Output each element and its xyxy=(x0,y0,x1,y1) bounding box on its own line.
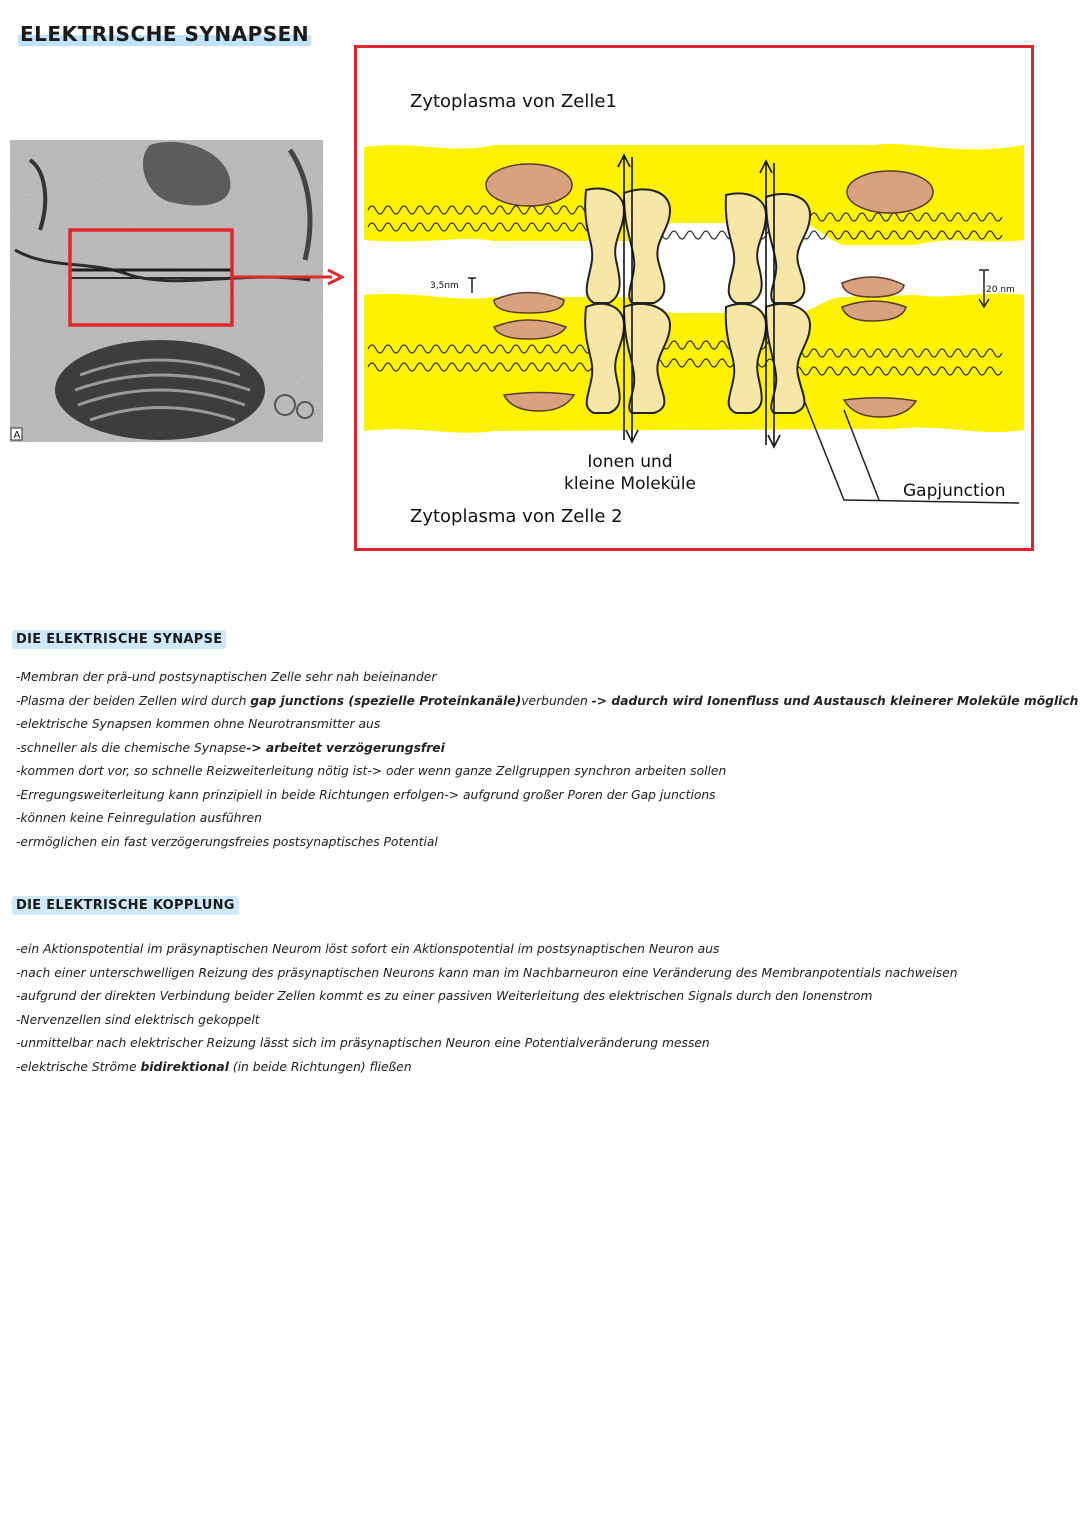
coupling-bullet-list xyxy=(16,938,958,1079)
bullet-text: -aufgrund der direkten Verbindung beider Zellen kommt es zu einer passiven Weiterleitung des elektrischen Signals durch den Ionenstrom xyxy=(16,989,873,1003)
page-title: ELEKTRISCHE SYNAPSEN xyxy=(20,22,310,46)
bullet-item xyxy=(16,985,958,1009)
bullet-item xyxy=(16,666,1078,690)
bullet-text: -Erregungsweiterleitung kann prinzipiell in beide Richtungen erfolgen-> aufgrund großer Poren der Gap junctions xyxy=(16,787,716,802)
bullet-text: -Nervenzellen sind elektrisch gekoppelt xyxy=(16,1012,260,1027)
bullet-text: -elektrische Ströme xyxy=(16,1059,141,1074)
bullet-text: -ermöglichen ein fast verzögerungsfreies postsynaptisches Potential xyxy=(16,834,438,849)
micrograph-label: A xyxy=(13,430,21,441)
bullet-item xyxy=(16,784,1078,808)
label-ions: Ionen und xyxy=(587,452,673,472)
bullet-item xyxy=(16,690,1078,714)
bullet-text: -Membran der prä-und postsynaptischen Zelle sehr nah beieinander xyxy=(16,670,437,684)
bullet-item xyxy=(16,1056,958,1080)
bullet-text: -kommen dort vor, so schnelle Reizweiterleitung nötig ist-> oder wenn ganze Zellgruppen synchron arbeiten sollen xyxy=(16,764,727,778)
gap-junction-diagram xyxy=(354,45,1034,551)
bullet-item xyxy=(16,713,1078,737)
label-membrane-width: 20 nm xyxy=(986,285,1015,295)
label-small-molecules: kleine Moleküle xyxy=(564,474,696,494)
bullet-text: -schneller als die chemische Synapse xyxy=(16,740,247,755)
label-gapjunction: Gapjunction xyxy=(903,481,1006,501)
bullet-item xyxy=(16,760,1078,784)
bullet-item xyxy=(16,831,1078,855)
pointer-arrow-icon xyxy=(232,266,344,288)
bullet-item xyxy=(16,962,958,986)
bullet-text: -unmittelbar nach elektrischer Reizung lässt sich im präsynaptischen Neuron eine Potentialveränderung messen xyxy=(16,1036,710,1050)
bullet-emphasis: -> dadurch wird Ionenfluss und Austausch kleinerer Moleküle möglich xyxy=(591,693,1079,708)
bullet-text: -elektrische Synapsen kommen ohne Neurotransmitter aus xyxy=(16,717,381,731)
synapse-bullet-list xyxy=(16,666,1078,854)
electron-micrograph xyxy=(10,140,323,442)
label-gap-width: 3,5nm xyxy=(430,281,459,291)
bullet-item xyxy=(16,1032,958,1056)
bullet-item xyxy=(16,938,958,962)
bullet-item xyxy=(16,737,1078,761)
bullet-emphasis: -> arbeitet verzögerungsfrei xyxy=(246,740,445,755)
bullet-emphasis: bidirektional xyxy=(140,1059,229,1074)
bullet-text: -nach einer unterschwelligen Reizung des präsynaptischen Neurons kann man im Nachbarneuron eine Veränderung des Membranpotentials nachweisen xyxy=(16,965,958,980)
bullet-item xyxy=(16,807,1078,831)
section-heading-coupling: DIE ELEKTRISCHE KOPPLUNG xyxy=(12,896,239,915)
label-cytoplasm-cell1: Zytoplasma von Zelle1 xyxy=(410,91,617,112)
bullet-text: verbunden xyxy=(521,693,592,708)
bullet-text: -ein Aktionspotential im präsynaptischen Neurom löst sofort ein Aktionspotential im postsynaptischen Neuron aus xyxy=(16,942,720,956)
section-heading-synapse: DIE ELEKTRISCHE SYNAPSE xyxy=(12,630,226,649)
bullet-emphasis: gap junctions (spezielle Proteinkanäle) xyxy=(250,693,522,708)
bullet-text: (in beide Richtungen) fließen xyxy=(228,1059,412,1074)
label-cytoplasm-cell2: Zytoplasma von Zelle 2 xyxy=(410,506,623,527)
bullet-item xyxy=(16,1009,958,1033)
bullet-text: -können keine Feinregulation ausführen xyxy=(16,811,262,825)
bullet-text: -Plasma der beiden Zellen wird durch xyxy=(16,693,251,708)
